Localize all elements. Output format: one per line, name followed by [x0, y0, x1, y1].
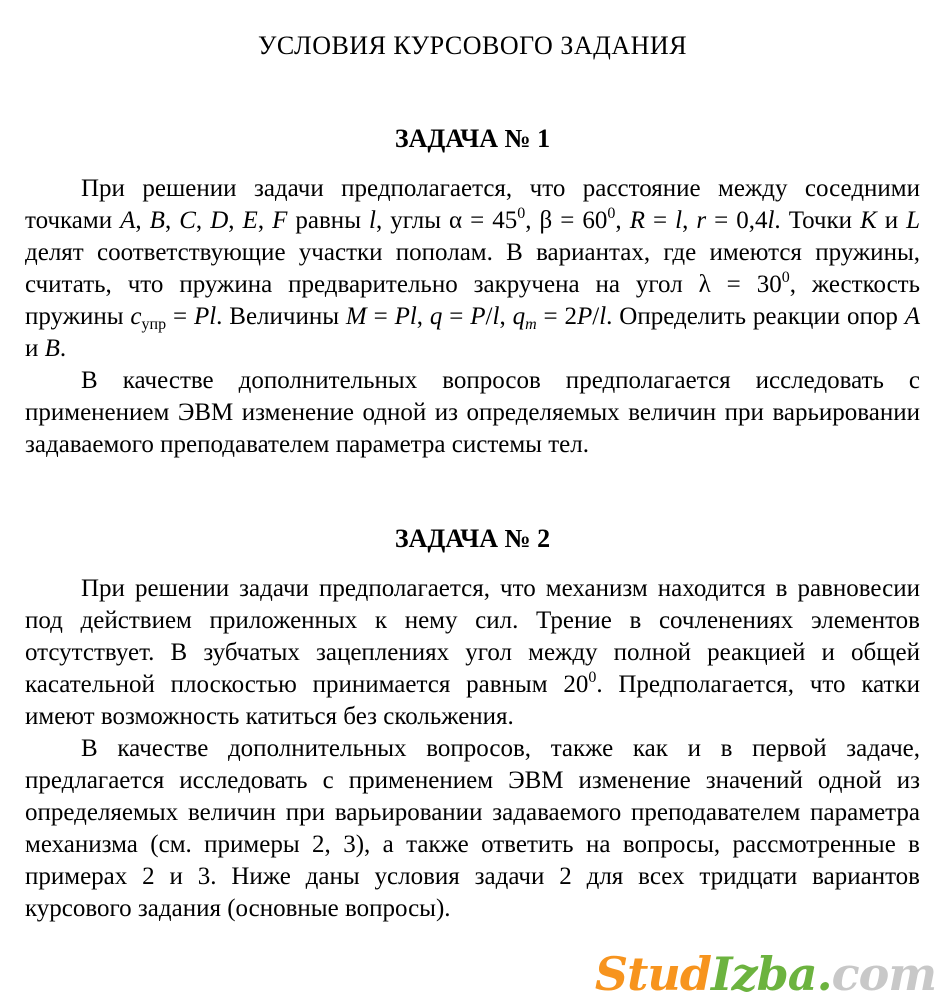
task-1-section [25, 123, 920, 461]
logo-text-stud: Stud [594, 947, 711, 1001]
logo-text-dot: . [816, 947, 832, 1001]
task-1-paragraph-1: При решении задачи предполагается, что расстояние между соседними точками A, B, C, D, E, F равны l, углы $\alpha = 45^0$, $\beta = 60^0$, R = l, r = 0,4l. Точки K и L делят соответствующие участки пополам. В вариантах, где имеются пружины, считать, что пружина предварительно закручена на угол $\lambda = 30^0$, жесткость пружины $c_{упр} = Pl$. Величины M = Pl, q = P/l, $q_m = 2P/l$. Определить реакции опор A и B. [25, 175, 921, 362]
task-2-body [25, 573, 920, 925]
task-2-paragraph-2: В качестве дополнительных вопросов, также как и в первой задаче, предлагается исследовать с применением ЭВМ изменение значений одной из определяемых величин при варьировании задаваемого преподавателем параметра механизма (см. примеры 2, 3), а также ответить на вопросы, рассмотренные в примерах 2 и 3. Ниже даны условия задачи 2 для всех тридцати вариантов курсового задания (основные вопросы). [25, 735, 920, 922]
task-2-section [25, 523, 920, 925]
task-1-heading: ЗАДАЧА № 1 [394, 124, 551, 153]
document-title: УСЛОВИЯ КУРСОВОГО ЗАДАНИЯ [257, 31, 688, 60]
task-2-heading: ЗАДАЧА № 2 [394, 524, 551, 553]
logo-text-izba: Izba [711, 947, 817, 1001]
task-1-paragraph-2: В качестве дополнительных вопросов предполагается исследовать с применением ЭВМ изменение одной из определяемых величин при варьировании задаваемого преподавателем параметра системы тел. [25, 367, 920, 458]
task-1-body [25, 173, 920, 461]
studizba-logo [595, 948, 936, 1000]
logo-text-com: com [831, 947, 936, 1001]
task-2-paragraph-1: При решении задачи предполагается, что механизм находится в равновесии под действием приложенных к нему сил. Трение в сочленениях элементов отсутствует. В зубчатых зацеплениях угол между полной реакцией и общей касательной плоскостью принимается равным $20^0$. Предполагается, что катки имеют возможность катиться без скольжения. [25, 575, 920, 730]
